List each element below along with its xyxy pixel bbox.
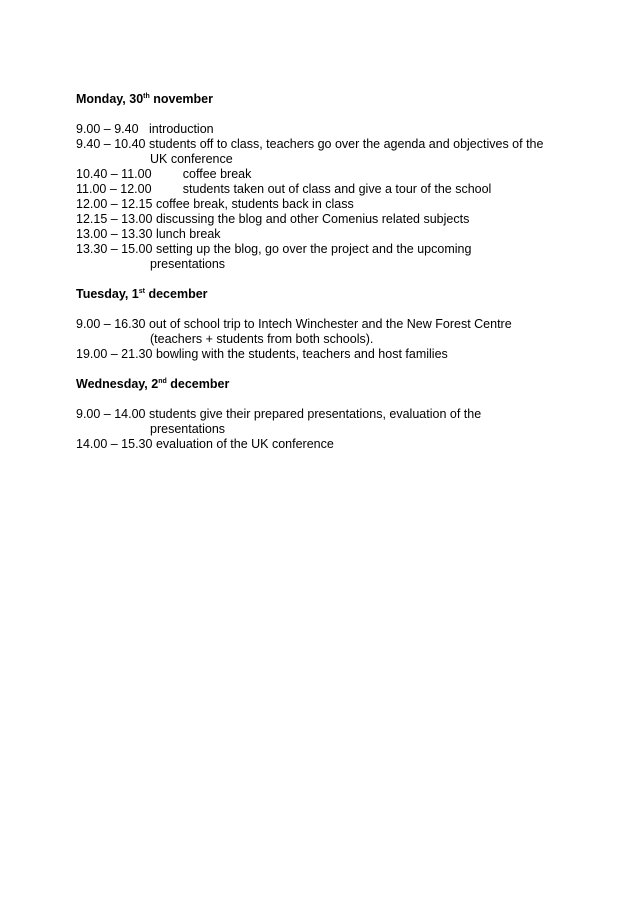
entry-text: students give their prepared presentations, evaluation of the <box>148 407 482 421</box>
day-heading <box>76 92 596 107</box>
schedule-entry <box>76 242 596 272</box>
schedule-entry <box>76 182 596 197</box>
schedule <box>76 92 596 467</box>
entry-time: 14.00 – 15.30 <box>76 437 156 451</box>
day-heading-ordinal: nd <box>158 378 167 385</box>
day-heading-ordinal: st <box>138 288 145 295</box>
entry-time: 12.15 – 13.00 <box>76 212 156 226</box>
schedule-entry <box>76 137 596 167</box>
day-heading-month: december <box>145 287 208 301</box>
schedule-entry <box>76 347 596 362</box>
entry-text: students taken out of class and give a tour of the school <box>182 182 492 196</box>
day-heading <box>76 287 596 302</box>
entry-time: 9.00 – 16.30 <box>76 317 149 331</box>
entry-time: 13.30 – 15.00 <box>76 242 156 256</box>
entry-text: evaluation of the UK conference <box>155 437 334 451</box>
day-heading-name: Wednesday, 2 <box>76 377 159 391</box>
entry-time: 9.00 – 14.00 <box>76 407 149 421</box>
entry-text: bowling with the students, teachers and host families <box>155 347 448 361</box>
schedule-entry <box>76 122 596 137</box>
day-heading-ordinal: th <box>143 93 150 100</box>
entry-time: 10.40 – 11.00 <box>76 167 183 181</box>
day-heading-name: Monday, 30 <box>76 92 144 106</box>
entry-time: 9.00 – 9.40 <box>76 122 149 136</box>
schedule-entry <box>76 212 596 227</box>
schedule-entry <box>76 197 596 212</box>
entry-text: coffee break, students back in class <box>155 197 354 211</box>
day-heading-month: december <box>166 377 230 391</box>
day-heading-month: november <box>149 92 213 106</box>
entry-continuation: presentations <box>150 422 226 436</box>
day-heading <box>76 377 596 392</box>
day-wednesday <box>76 377 596 452</box>
entry-time: 12.00 – 12.15 <box>76 197 156 211</box>
day-heading-name: Tuesday, 1 <box>76 287 139 301</box>
entry-continuation: (teachers + students from both schools). <box>150 332 374 346</box>
schedule-entry <box>76 227 596 242</box>
schedule-entry <box>76 437 596 452</box>
entry-text: coffee break <box>182 167 252 181</box>
entry-text: out of school trip to Intech Winchester and the New Forest Centre <box>148 317 512 331</box>
schedule-entry <box>76 167 596 182</box>
entry-time: 9.40 – 10.40 <box>76 137 149 151</box>
entry-continuation: UK conference <box>150 152 233 166</box>
entry-text: discussing the blog and other Comenius related subjects <box>155 212 470 226</box>
schedule-entry <box>76 407 596 437</box>
entry-text: setting up the blog, go over the project and the upcoming <box>155 242 472 256</box>
entry-text: introduction <box>148 122 214 136</box>
day-monday <box>76 92 596 272</box>
day-tuesday <box>76 287 596 362</box>
entry-continuation: presentations <box>150 257 226 271</box>
entry-time: 13.00 – 13.30 <box>76 227 156 241</box>
schedule-entry <box>76 317 596 347</box>
entry-time: 11.00 – 12.00 <box>76 182 183 196</box>
entry-text: students off to class, teachers go over the agenda and objectives of the <box>148 137 544 151</box>
entry-time: 19.00 – 21.30 <box>76 347 156 361</box>
entry-text: lunch break <box>155 227 221 241</box>
